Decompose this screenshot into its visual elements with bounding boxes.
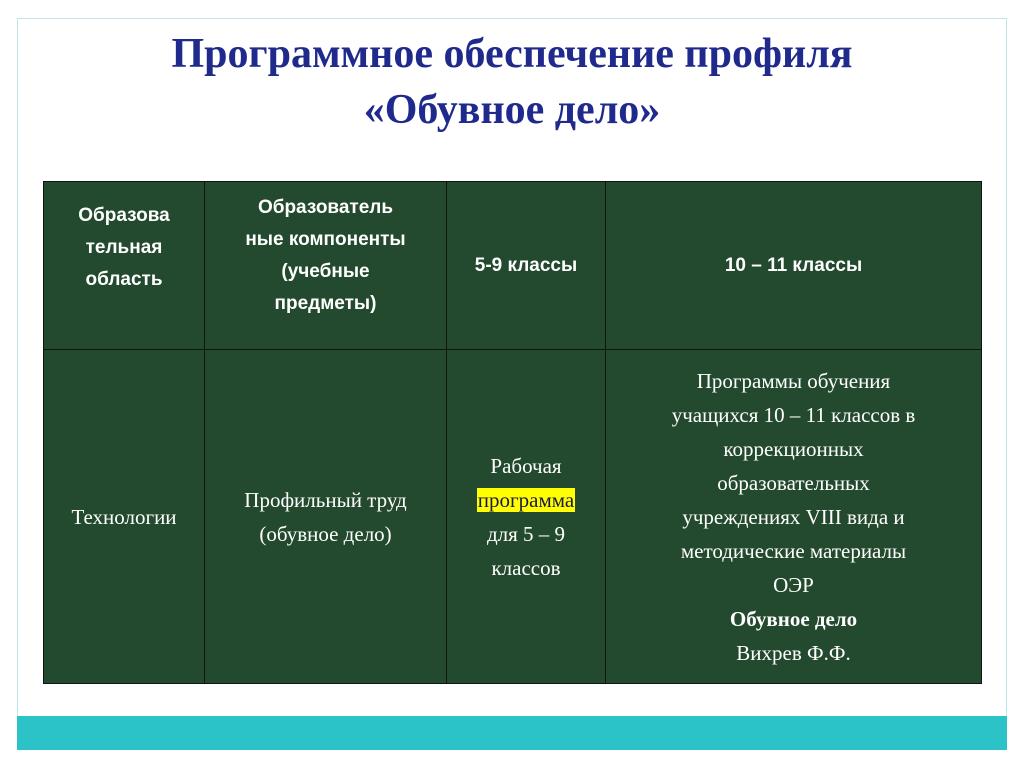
cell-program-line: для 5 – 9 — [486, 521, 566, 546]
cell-programs-author: Вихрев Ф.Ф. — [736, 640, 851, 665]
cell-programs-line: ОЭР — [773, 572, 814, 597]
title-line-2: «Обувное дело» — [363, 87, 661, 133]
table-row — [44, 350, 982, 684]
bottom-accent-band — [17, 716, 1007, 750]
header-grades-10-11: 10 – 11 классы — [606, 182, 982, 350]
cell-programs-line: учащихся 10 – 11 классов в — [671, 402, 916, 427]
title-line-1: Программное обеспечение профиля — [171, 31, 853, 77]
cell-programs-line: Программы обучения — [696, 368, 891, 393]
cell-grades-10-11 — [606, 350, 982, 684]
cell-grades-5-9 — [447, 350, 606, 684]
header-grades-5-9: 5-9 классы — [447, 182, 606, 350]
table-header-row — [44, 182, 982, 350]
cell-programs-line: коррекционных — [723, 436, 864, 461]
header-components-line: ные компоненты — [245, 229, 406, 250]
cell-subject — [205, 350, 447, 684]
cell-programs-line: учреждениях VIII вида и — [682, 504, 905, 529]
cell-subject-line: Профильный труд — [244, 487, 407, 512]
slide-title — [40, 26, 984, 138]
header-educational-components — [205, 182, 447, 350]
header-components-line: Образователь — [257, 197, 394, 218]
frame-left-line — [17, 18, 18, 718]
cell-program-line: классов — [491, 555, 561, 580]
frame-top-line — [17, 18, 1007, 19]
header-components-line: предметы) — [274, 293, 377, 314]
curriculum-table — [43, 181, 982, 684]
cell-programs-bold-line: Обувное дело — [729, 606, 858, 631]
cell-program-line: Рабочая — [490, 453, 562, 478]
cell-programs-line: образовательных — [717, 470, 870, 495]
header-educational-area-line: область — [85, 269, 163, 290]
cell-subject-area: Технологии — [44, 350, 205, 684]
header-educational-area-line: тельная — [85, 237, 163, 258]
cell-subject-line: (обувное дело) — [259, 521, 392, 546]
header-educational-area — [44, 182, 205, 350]
highlighted-word: программа — [477, 487, 575, 512]
cell-program-highlight-line — [453, 483, 599, 517]
cell-programs-line: методические материалы — [680, 538, 907, 563]
frame-right-line — [1006, 18, 1007, 718]
header-components-line: (учебные — [281, 261, 370, 282]
header-educational-area-line: Образова — [78, 205, 170, 226]
